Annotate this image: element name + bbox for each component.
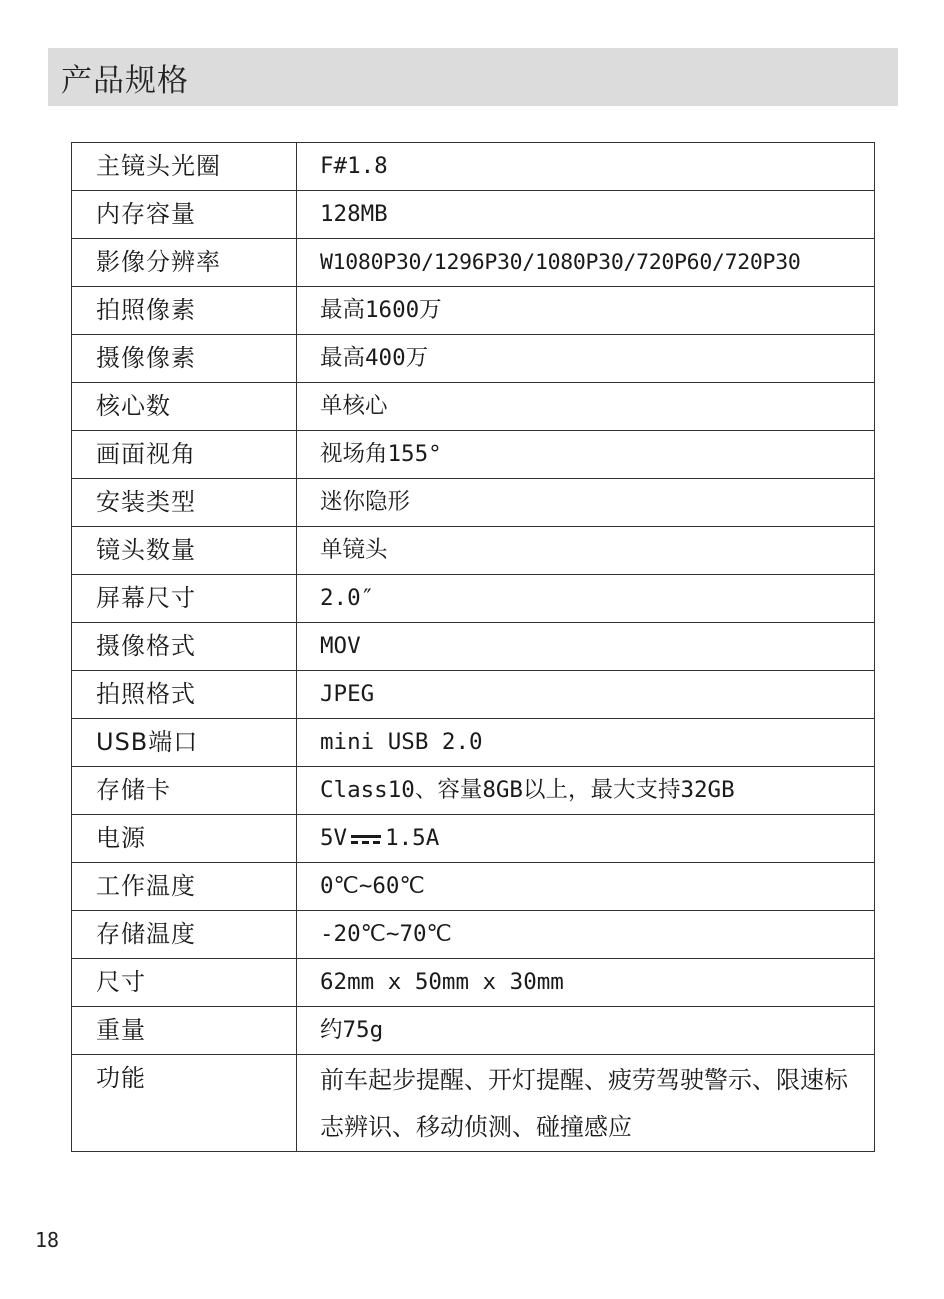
spec-label: 拍照格式	[72, 671, 297, 719]
spec-value: F#1.8	[297, 143, 875, 191]
table-row	[72, 767, 875, 815]
table-row	[72, 671, 875, 719]
spec-label: 安装类型	[72, 479, 297, 527]
spec-value: 单镜头	[297, 527, 875, 575]
spec-value: 62mm x 50mm x 30mm	[297, 959, 875, 1007]
table-row	[72, 479, 875, 527]
spec-label: 工作温度	[72, 863, 297, 911]
spec-value-power	[297, 815, 875, 863]
table-row	[72, 719, 875, 767]
section-title: 产品规格	[61, 62, 189, 99]
spec-table	[71, 142, 875, 1152]
spec-value: 最高400万	[297, 335, 875, 383]
spec-value: 128MB	[297, 191, 875, 239]
spec-value: 单核心	[297, 383, 875, 431]
table-row	[72, 575, 875, 623]
table-row	[72, 383, 875, 431]
spec-value: Class10、容量8GB以上，最大支持32GB	[297, 767, 875, 815]
table-row	[72, 623, 875, 671]
spec-value: 迷你隐形	[297, 479, 875, 527]
spec-label: 存储卡	[72, 767, 297, 815]
spec-value: 约75g	[297, 1007, 875, 1055]
table-row	[72, 287, 875, 335]
spec-value: 前车起步提醒、开灯提醒、疲劳驾驶警示、限速标志辨识、移动侦测、碰撞感应	[297, 1055, 875, 1152]
spec-label: USB端口	[72, 719, 297, 767]
spec-value: 视场角155°	[297, 431, 875, 479]
spec-value: 0℃~60℃	[297, 863, 875, 911]
spec-value: 最高1600万	[297, 287, 875, 335]
table-row	[72, 431, 875, 479]
spec-label: 重量	[72, 1007, 297, 1055]
section-header	[48, 48, 898, 106]
spec-label: 画面视角	[72, 431, 297, 479]
spec-label: 尺寸	[72, 959, 297, 1007]
table-row	[72, 191, 875, 239]
table-row	[72, 335, 875, 383]
table-row	[72, 863, 875, 911]
spec-value: mini USB 2.0	[297, 719, 875, 767]
spec-label: 摄像像素	[72, 335, 297, 383]
spec-label: 摄像格式	[72, 623, 297, 671]
spec-label: 功能	[72, 1055, 297, 1152]
table-row	[72, 911, 875, 959]
spec-label: 电源	[72, 815, 297, 863]
power-current: 1.5A	[385, 825, 440, 851]
spec-value: JPEG	[297, 671, 875, 719]
table-row	[72, 239, 875, 287]
spec-label: 屏幕尺寸	[72, 575, 297, 623]
spec-label: 核心数	[72, 383, 297, 431]
spec-value: W1080P30/1296P30/1080P30/720P60/720P30	[297, 239, 875, 287]
spec-value: MOV	[297, 623, 875, 671]
spec-value: -20℃~70℃	[297, 911, 875, 959]
table-row	[72, 1055, 875, 1152]
spec-label: 拍照像素	[72, 287, 297, 335]
spec-label: 镜头数量	[72, 527, 297, 575]
dc-current-icon	[351, 833, 381, 845]
spec-label: 存储温度	[72, 911, 297, 959]
table-row	[72, 815, 875, 863]
spec-label: 内存容量	[72, 191, 297, 239]
page-number: 18	[35, 1228, 60, 1252]
spec-label: 影像分辨率	[72, 239, 297, 287]
power-voltage: 5V	[320, 825, 348, 851]
spec-label: 主镜头光圈	[72, 143, 297, 191]
table-row	[72, 143, 875, 191]
spec-value: 2.0″	[297, 575, 875, 623]
table-row	[72, 959, 875, 1007]
table-row	[72, 1007, 875, 1055]
table-row	[72, 527, 875, 575]
